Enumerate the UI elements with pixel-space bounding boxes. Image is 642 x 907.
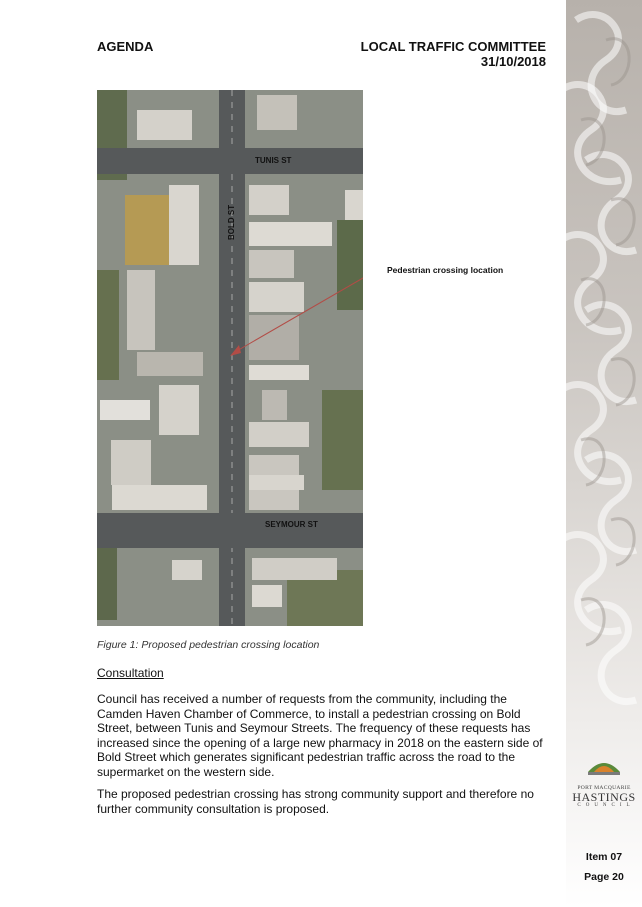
body-paragraph: The proposed pedestrian crossing has strong community support and therefore no further community consultation is proposed. <box>97 787 534 816</box>
tunis-street-label: TUNIS ST <box>255 156 292 165</box>
agenda-label: AGENDA <box>97 39 154 54</box>
logo-line-2: HASTINGS <box>572 790 636 804</box>
figure-caption: Figure 1: Proposed pedestrian crossing location <box>97 639 320 651</box>
council-logo <box>566 756 642 808</box>
item-number: Item 07 <box>585 851 623 863</box>
body-paragraph: Council has received a number of requests from the community, including the Camden Haven Chamber of Commerce, to install a pedestrian crossing on Bold Street, between Tunis and Seymour Streets. The frequency of these requests has increased since the opening of a large new pharmacy in 2018 on the eastern side of Bold Street which generates significant pedestrian traffic across the road to the supermarket on the western side. <box>97 692 543 779</box>
seymour-street-label: SEYMOUR ST <box>265 520 318 529</box>
logo-line-3: COUNCIL <box>577 803 635 808</box>
council-emblem-icon <box>584 756 624 778</box>
header-block <box>361 39 546 69</box>
aerial-photo <box>97 90 363 626</box>
logo-line-1: PORT MACQUARIE <box>577 785 631 791</box>
committee-title: LOCAL TRAFFIC COMMITTEE <box>360 39 546 54</box>
meeting-date: 31/10/2018 <box>480 54 546 69</box>
bold-street-label: BOLD ST <box>227 204 236 240</box>
section-heading: Consultation <box>97 666 164 680</box>
page-number: Page 20 <box>584 871 624 883</box>
aerial-map <box>97 90 363 626</box>
pedestrian-crossing-callout: Pedestrian crossing location <box>387 265 504 275</box>
